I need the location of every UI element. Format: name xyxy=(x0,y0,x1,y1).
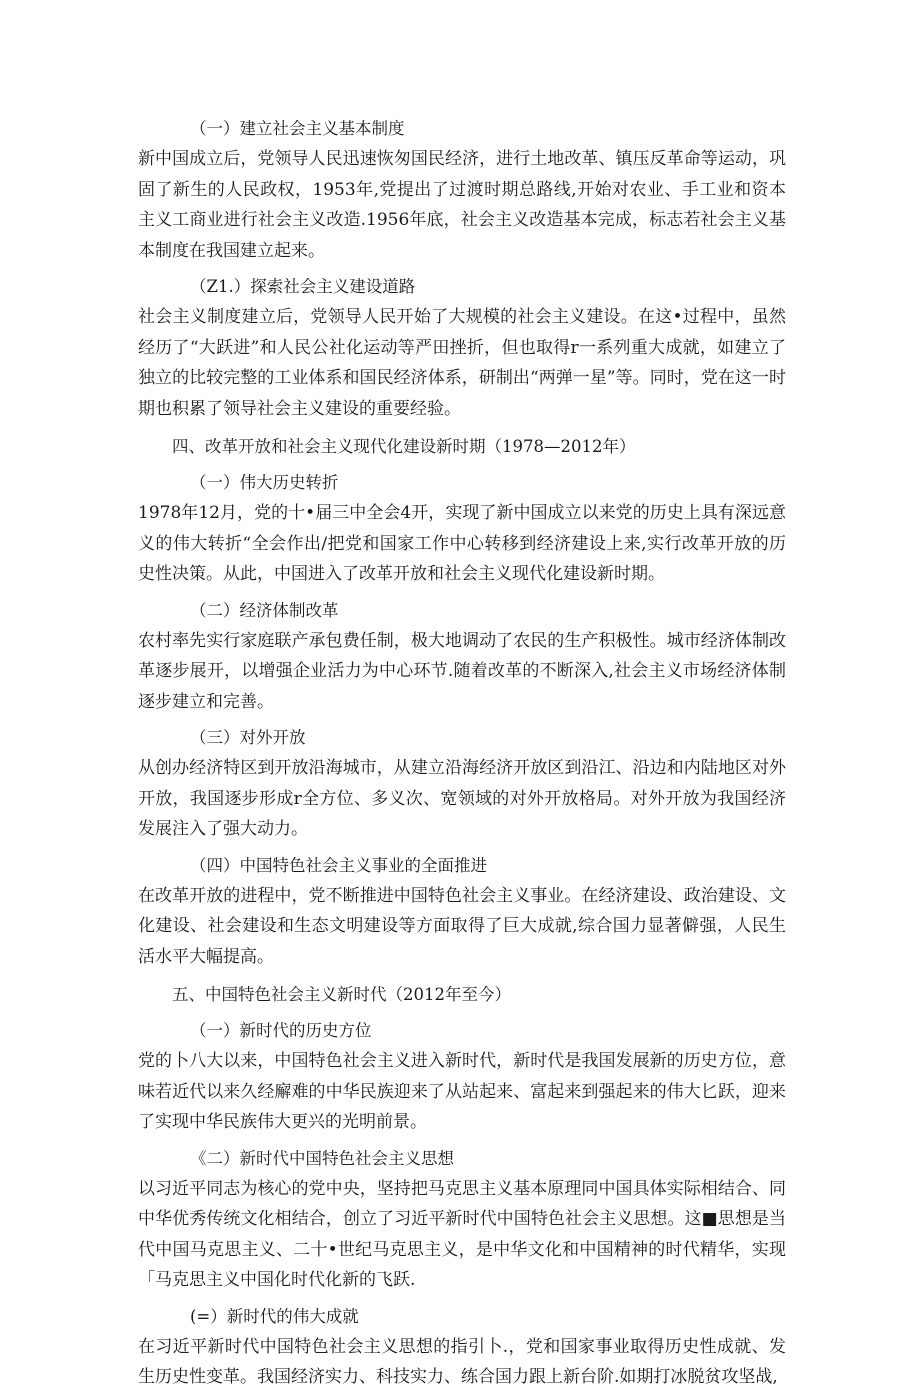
heading-h1: 五、中国特色社会主义新时代（2012年至今） xyxy=(172,985,511,1004)
heading-h2: （一）建立社会主义基本制度 xyxy=(190,119,405,138)
paragraph: 以习近平同志为核心的党中央，坚持把马克思主义基本原理同中国具体实际相结合、同中华优秀传统文化相结合，创立了习近平新时代中国特色社会主义思想。这■思想是当代中国马克思主义、二十•世纪马克思主义，是中华文化和中国精神的时代精华，实现「马克思主义中国化时代化新的飞跃. xyxy=(138,1178,786,1290)
heading-h2: （三）对外开放 xyxy=(190,728,306,747)
heading-h2: （一）伟大历史转折 xyxy=(190,473,339,492)
paragraph: 党的卜八大以来，中国特色社会主义进入新时代，新时代是我国发展新的历史方位，意味若近代以来久经廨难的中华民族迎来了从站起来、富起来到强起来的伟大匕跃，迎来了实现中华民族伟大更兴的光明前景。 xyxy=(138,1051,786,1132)
heading-h2: （一）新时代的历史方位 xyxy=(190,1021,372,1040)
heading-h2: 《二）新时代中国特色社会主义思想 xyxy=(190,1148,454,1168)
paragraph: 社会主义制度建立后，党领导人民开始了大规模的社会主义建设。在这•过程中，虽然经历了“大跃进”和人民公社化运动等严田挫折，但也取得r一系列重大成就，如建立了独立的比较完整的工业体系和国民经济体系，研制出“两弹一星”等。同时，党在这一时期也积累了领导社会主义建设的重要经验。 xyxy=(138,307,786,419)
paragraph: 从创办经济特区到开放沿海城市，从建立沿海经济开放区到沿江、沿边和内陆地区对外开放，我国逐步形成r全方位、多义次、宽领域的对外开放格局。对外开放为我国经济发展注入了强大动力。 xyxy=(138,758,786,839)
heading-h2: （四）中国特色社会主义事业的全面推进 xyxy=(190,855,487,875)
document-page xyxy=(138,108,786,1393)
heading-h2: （二）经济体制改革 xyxy=(190,600,339,620)
heading-h2: (=）新时代的伟大成就 xyxy=(190,1306,359,1326)
paragraph: 在改革开放的进程中，党不断推进中国特色社会主义事业。在经济建设、政治建设、文化建设、社会建设和生态文明建设等方面取得了巨大成就,综合国力显著僻强，人民生活水平大幅提高。 xyxy=(138,885,786,967)
paragraph: 1978年12月，党的十•届三中全会4开，实现了新中国成立以来党的历史上具有深远意义的伟大转折“全会作出/把党和国家工作中心转移到经济建设上来,实行改革开放的历史性决策。从此，中国进入了改革开放和社会主义现代化建设新时期。 xyxy=(138,503,786,584)
heading-h2: （Z1.）探索社会主义建设道路 xyxy=(190,277,416,296)
heading-h1: 四、改革开放和社会主义现代化建设新时期（1978—2012年） xyxy=(172,437,636,456)
paragraph: 新中国成立后，党领导人民迅速恢匆国民经济，进行土地改革、镇压反革命等运动，巩固了新生的人民政权，1953年,党提出了过渡时期总路线,开始对农业、手工业和资本主义工商业进行社会主义改造.1956年底，社会主义改造基本完成，标志若社会主义基本制度在我国建立起来。 xyxy=(138,149,786,261)
paragraph: 农村率先实行家庭联产承包费任制，极大地调动了农民的生产积极性。城市经济体制改革逐步展开，以增强企业活力为中心环节.随着改革的不断深入,社会主义市场经济体制逐步建立和完善。 xyxy=(138,630,786,712)
paragraph: 在习近平新时代中国特色社会主义思想的指引卜.，党和国家事业取得历史性成就、发生历史性变革。我国经济实力、科技实力、练合国力跟上新台阶.如期打冰脱贫攻坚战, xyxy=(138,1336,786,1387)
